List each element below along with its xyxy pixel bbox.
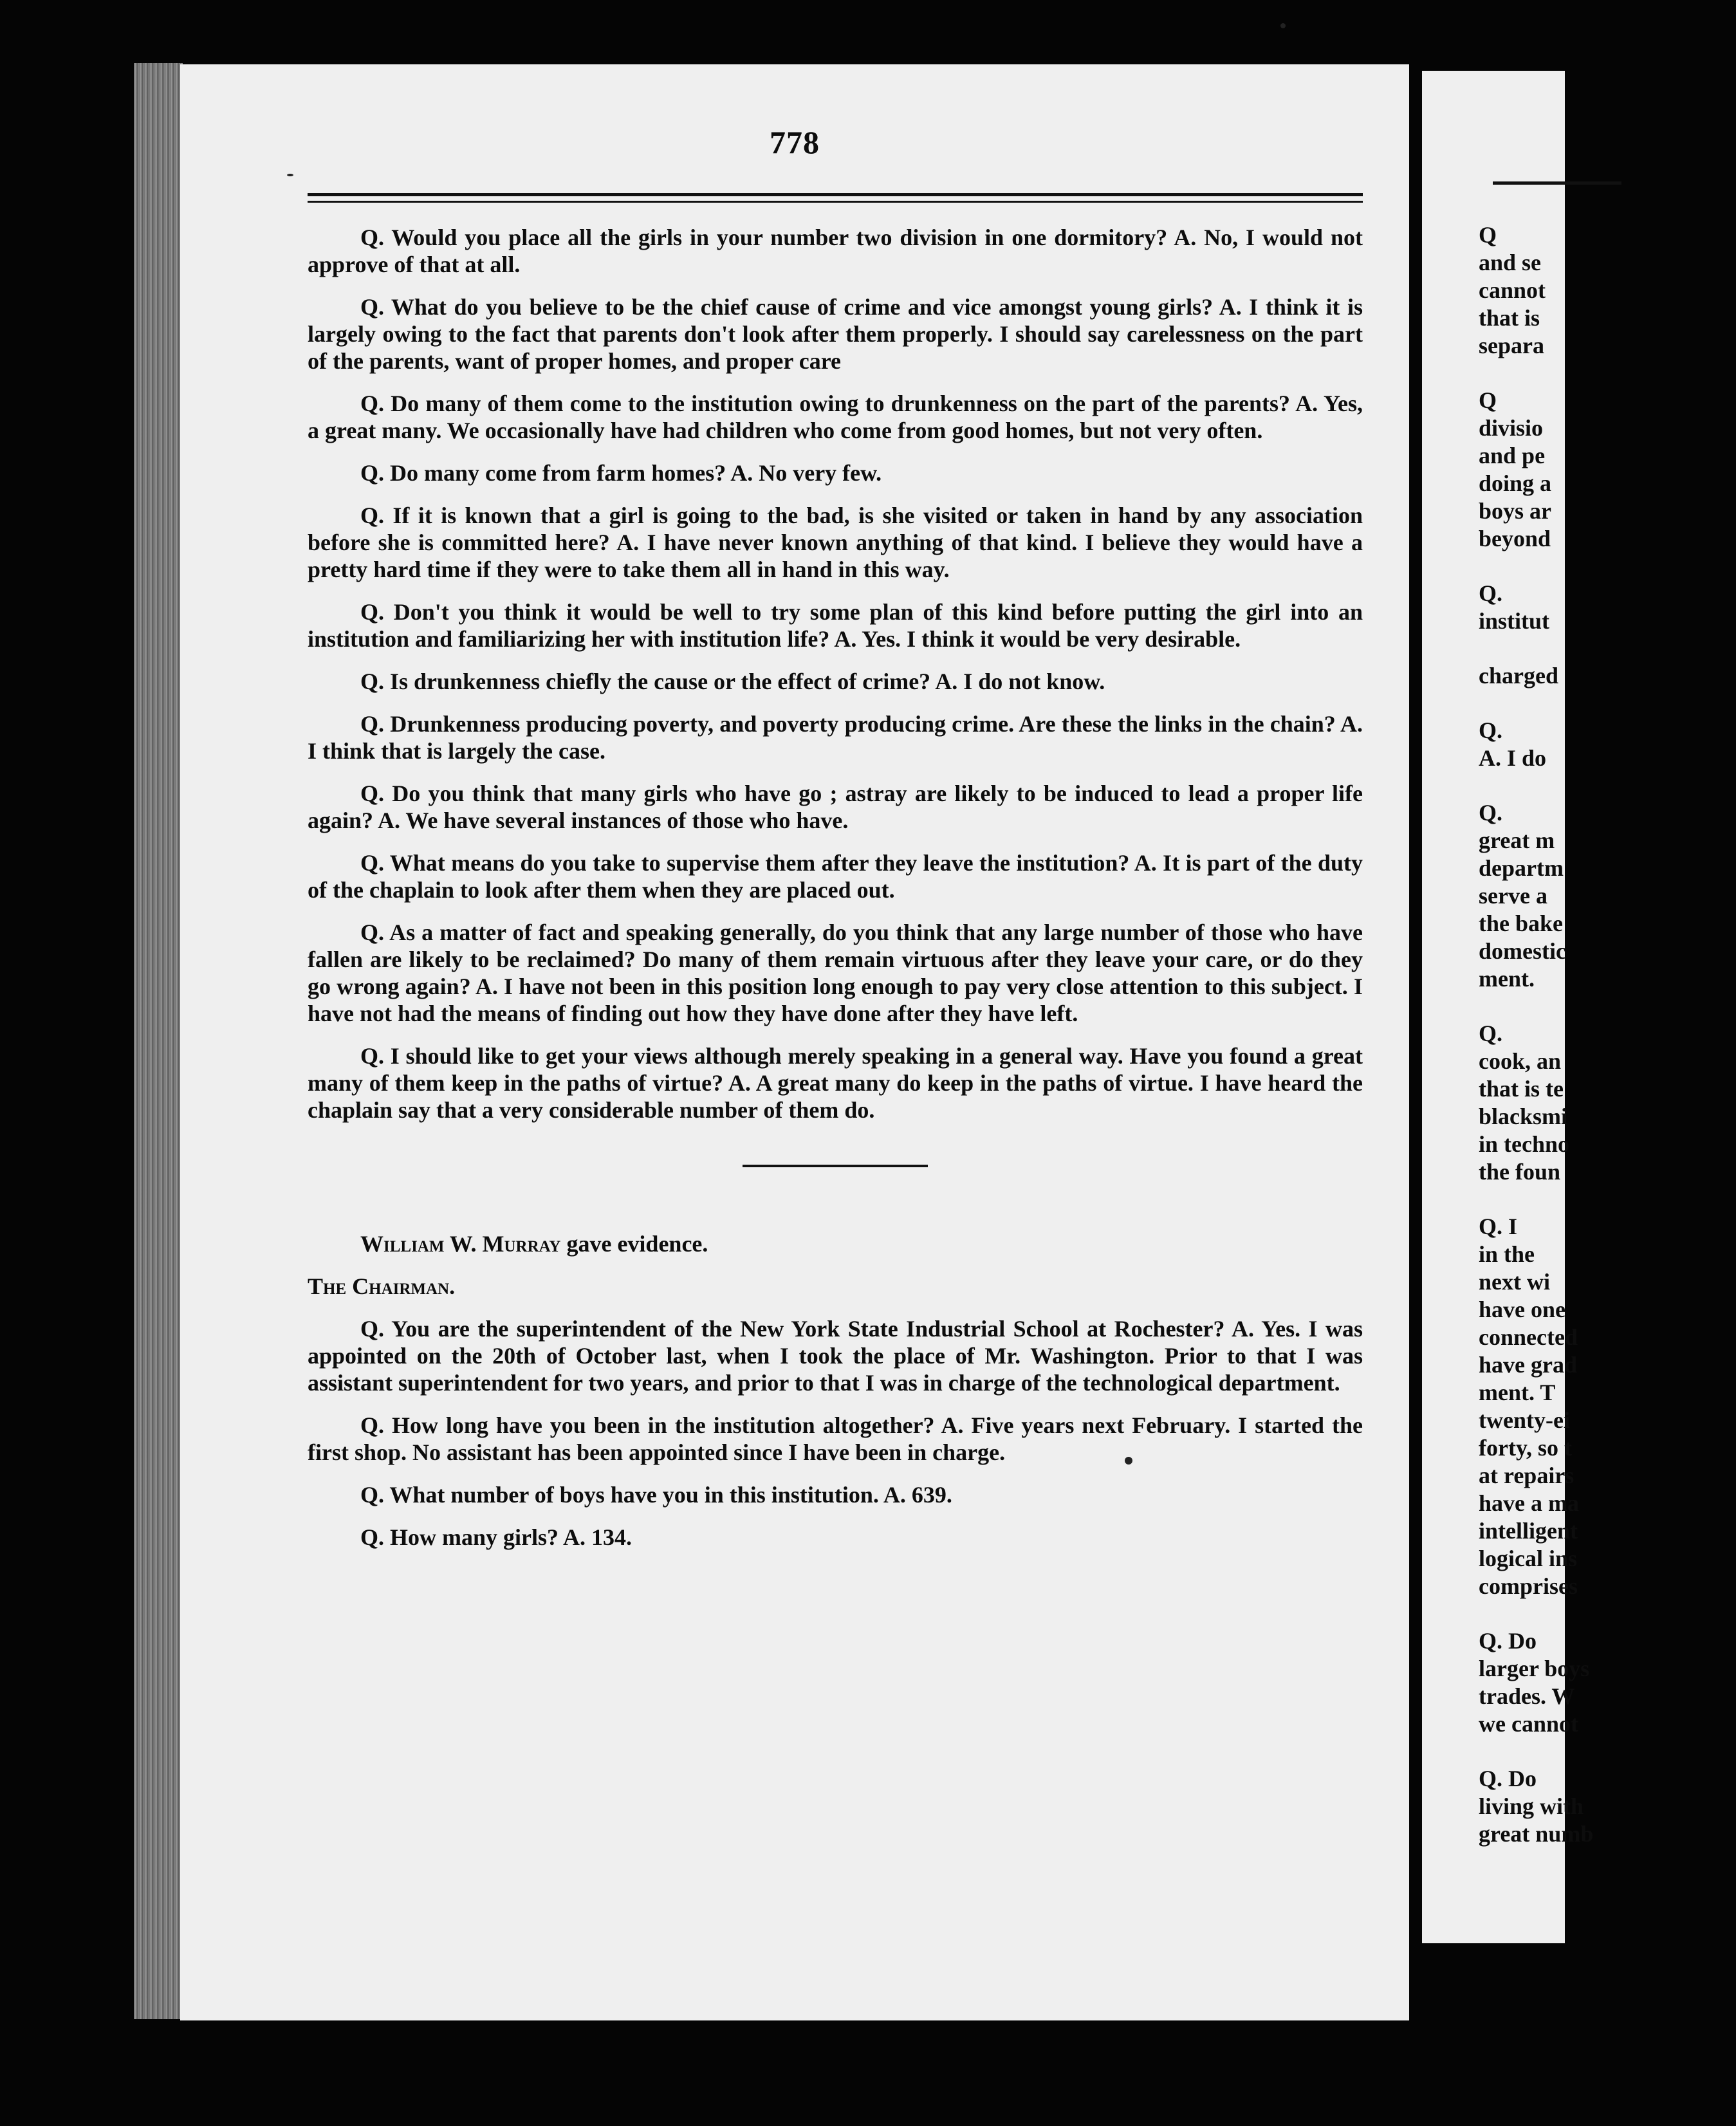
right-fragment-line: ment. T	[1479, 1380, 1556, 1405]
witness-line	[308, 1230, 1363, 1257]
right-fragment-gap	[1479, 553, 1736, 580]
right-fragment-line: Q.	[1479, 1021, 1503, 1046]
right-fragment-line: next wi	[1479, 1269, 1550, 1295]
qa-paragraph: Q. Would you place all the girls in your number two division in one dormitory? A. No, I would not approve of that at all.	[308, 225, 1363, 277]
right-fragment-line: Q. Do	[1479, 1766, 1537, 1791]
right-fragment-gap	[1479, 690, 1736, 717]
right-fragment-line: separa	[1479, 333, 1544, 358]
scan-speck	[1125, 1457, 1132, 1465]
right-fragment-gap	[1479, 635, 1736, 662]
right-fragment-line: boys ar	[1479, 498, 1552, 524]
right-fragment-line: logical ins	[1479, 1546, 1578, 1571]
right-fragment-line: living with	[1479, 1793, 1584, 1819]
right-fragment-line: that is	[1479, 305, 1540, 331]
right-fragment-line: trades. W	[1479, 1683, 1575, 1709]
scan-speck	[1280, 23, 1286, 28]
qa-paragraph: Q. What do you believe to be the chief cause of crime and vice amongst young girls? A. I think it is largely owing to the fact that parents don't look after them properly. I should say carelessness on the part of the parents, want of proper homes, and proper care	[308, 294, 1363, 374]
right-fragment-line: Q	[1479, 387, 1497, 413]
right-fragment-line: charged	[1479, 663, 1558, 689]
qa-paragraph: Q. How long have you been in the institution altogether? A. Five years next February. I started the first shop. No assistant has been appointed since I have been in charge.	[308, 1412, 1363, 1465]
qa-paragraph: Q. What means do you take to supervise them after they leave the institution? A. It is part of the duty of the chaplain to look after them when they are placed out.	[308, 850, 1363, 903]
right-fragment-line: Q.	[1479, 717, 1503, 743]
right-fragment-line: departm	[1479, 855, 1564, 881]
header-rule-bottom	[308, 201, 1363, 203]
right-fragment-line: cook, an	[1479, 1048, 1562, 1074]
right-fragment-line: larger boys	[1479, 1656, 1590, 1681]
right-fragment-line: Q.	[1479, 580, 1503, 606]
right-fragment-line: Q. I	[1479, 1214, 1518, 1239]
page-number: 778	[770, 124, 820, 160]
right-fragment-line: Q	[1479, 222, 1497, 248]
right-page-text	[1479, 221, 1736, 1848]
right-fragment-gap	[1479, 993, 1736, 1020]
right-fragment-line: institut	[1479, 608, 1550, 634]
right-fragment-line: doing a	[1479, 470, 1552, 496]
qa-paragraph: Q. If it is known that a girl is going to the bad, is she visited or taken in hand by any association before she is committed here? A. I have never known anything of that kind. I believe they would have a pretty hard time if they were to take them all in hand in this way.	[308, 503, 1363, 582]
right-fragment-line: serve a	[1479, 883, 1547, 909]
right-fragment-line: have grad	[1479, 1352, 1577, 1378]
qa-paragraph: Q. What number of boys have you in this institution. A. 639.	[360, 1482, 952, 1508]
right-fragment-line: we cannot	[1479, 1711, 1578, 1737]
right-fragment-line: forty, so t	[1479, 1435, 1572, 1461]
right-fragment-line: that is te	[1479, 1076, 1564, 1102]
right-fragment-line: domestic	[1479, 938, 1566, 964]
right-fragment-gap	[1479, 772, 1736, 799]
left-page	[180, 64, 1409, 2020]
qa-paragraph: Q. Do many of them come to the institution owing to drunkenness on the part of the parents? A. Yes, a great many. We occasionally have had children who come from good homes, but not very often.	[308, 391, 1363, 443]
right-fragment-line: ment.	[1479, 966, 1535, 992]
page-edge-stack	[134, 63, 183, 2019]
right-fragment-gap	[1479, 1186, 1736, 1213]
scan-speck	[287, 174, 293, 176]
right-fragment-line: have a ma	[1479, 1490, 1579, 1516]
right-fragment-line: and se	[1479, 250, 1542, 275]
qa-paragraph: Q. Drunkenness producing poverty, and poverty producing crime. Are these the links in the chain? A. I think that is largely the case.	[308, 711, 1363, 764]
right-fragment-line: have one	[1479, 1297, 1565, 1322]
witness-suffix: gave evidence.	[560, 1231, 708, 1257]
right-fragment-gap	[1479, 1738, 1736, 1765]
right-fragment-gap	[1479, 1600, 1736, 1627]
qa-paragraph: Q. As a matter of fact and speaking generally, do you think that any large number of those who have fallen are likely to be reclaimed? Do many of them remain virtuous after they leave your care, or do they go wrong again? A. I have not been in this position long enough to pay very close attention to this subject. I have not had the means of finding out how they have done after they have left.	[308, 920, 1363, 1026]
section-separator	[743, 1165, 928, 1167]
qa-paragraph: Q. Do you think that many girls who have go ; astray are likely to be induced to lead a proper life again? A. We have several instances of those who have.	[308, 781, 1363, 833]
page-body	[308, 224, 1363, 1566]
right-fragment-line: the foun	[1479, 1159, 1561, 1185]
right-fragment-line: Q.	[1479, 800, 1503, 826]
right-fragment-line: in techno	[1479, 1131, 1570, 1157]
qa-paragraph: Q. I should like to get your views although merely speaking in a general way. Have you found a great many of them keep in the paths of virtue? A. A great many do keep in the paths of virtue. I have heard the chaplain say that a very considerable number of them do.	[308, 1043, 1363, 1123]
right-fragment-line: divisio	[1479, 415, 1544, 441]
right-fragment-line: great m	[1479, 827, 1555, 853]
right-fragment-line: in the	[1479, 1241, 1535, 1267]
right-header-rule	[1493, 181, 1621, 185]
qa-paragraph: Q. Is drunkenness chiefly the cause or the effect of crime? A. I do not know.	[360, 669, 1105, 694]
right-fragment-line: A. I do	[1479, 745, 1547, 771]
witness-name: William W. Murray	[360, 1231, 561, 1257]
right-fragment-line: twenty-ei	[1479, 1407, 1570, 1433]
qa-paragraph: Q. Do many come from farm homes? A. No very few.	[360, 460, 882, 486]
header-rule-top	[308, 193, 1363, 196]
right-fragment-line: great numb	[1479, 1821, 1594, 1847]
qa-paragraph: Q. How many girls? A. 134.	[360, 1524, 633, 1550]
right-fragment-line: at repairs	[1479, 1463, 1574, 1488]
right-fragment-line: beyond	[1479, 526, 1551, 551]
qa-paragraph: Q. Don't you think it would be well to try some plan of this kind before putting the girl into an institution and familiarizing her with institution life? A. Yes. I think it would be very desirable.	[308, 599, 1363, 652]
right-fragment-line: cannot	[1479, 277, 1546, 303]
right-fragment-gap	[1479, 360, 1736, 387]
right-fragment-line: the bake	[1479, 910, 1564, 936]
chairman-heading: The Chairman.	[308, 1273, 456, 1299]
right-fragment-line: and pe	[1479, 443, 1546, 468]
right-fragment-line: connected	[1479, 1324, 1578, 1350]
right-fragment-line: blacksmi	[1479, 1104, 1568, 1129]
right-fragment-line: intelligent	[1479, 1518, 1578, 1544]
right-fragment-line: Q. Do	[1479, 1628, 1537, 1654]
right-page-fragment	[1422, 71, 1594, 1943]
qa-paragraph: Q. You are the superintendent of the New York State Industrial School at Rochester? A. Yes. I was appointed on the 20th of October last, when I took the place of Mr. Washington. Prior to that I was assistant superintendent for two years, and prior to that I was in charge of the technological department.	[308, 1316, 1363, 1396]
right-fragment-line: comprises	[1479, 1573, 1578, 1599]
